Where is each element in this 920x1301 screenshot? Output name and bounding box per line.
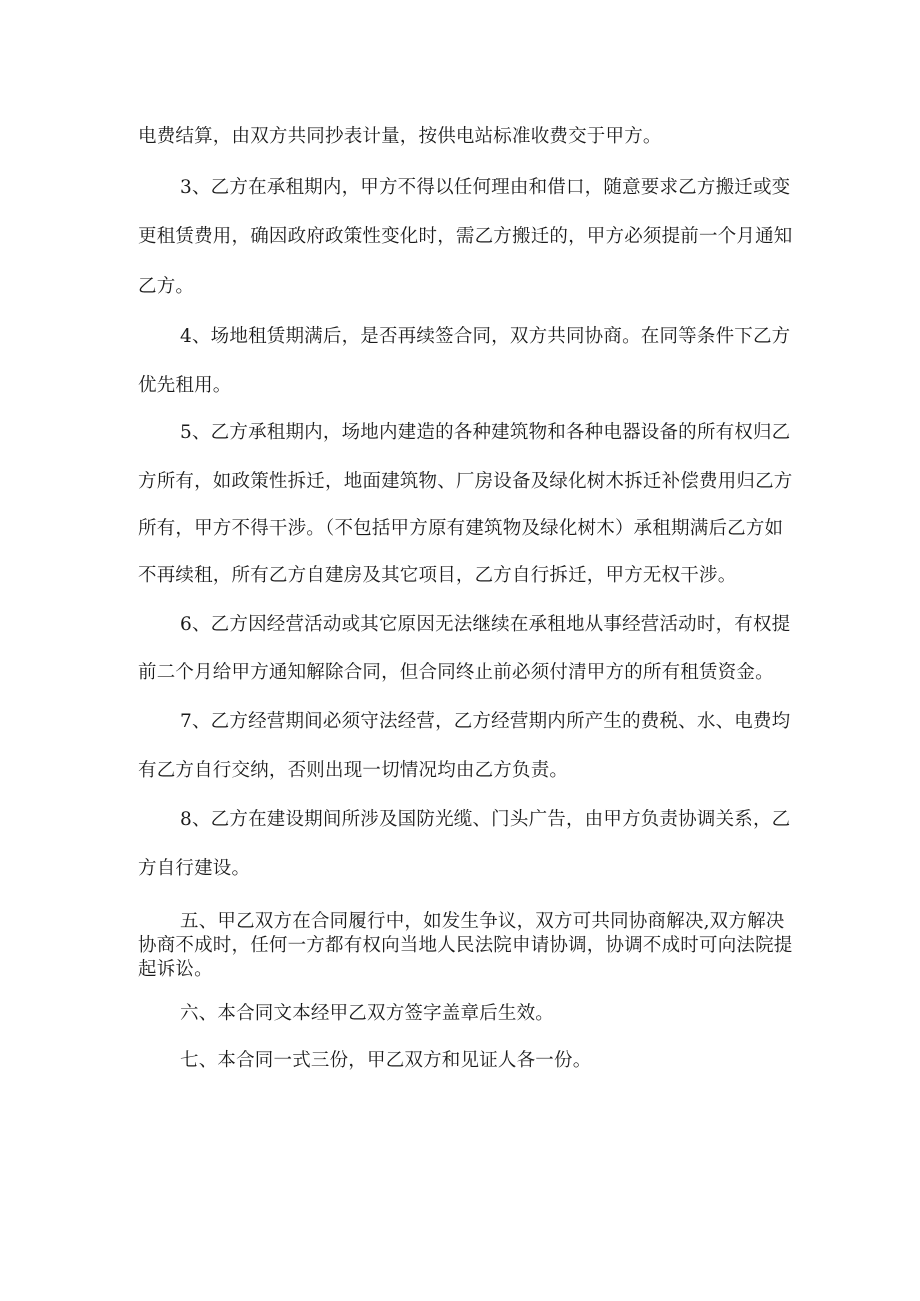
text-line: 5、乙方承租期内，场地内建造的各种建筑物和各种电器设备的所有权归乙 (180, 422, 791, 443)
text-line: 方自行建设。 (138, 858, 251, 879)
text-line: 有乙方自行交纳，否则出现一切情况均由乙方负责。 (138, 760, 569, 781)
text-line: 3、乙方在承租期内，甲方不得以任何理由和借口，随意要求乙方搬迁或变 (180, 177, 791, 198)
text-line: 6、乙方因经营活动或其它原因无法继续在承租地从事经营活动时，有权提 (180, 614, 791, 635)
text-line: 电费结算，由双方共同抄表计量，按供电站标准收费交于甲方。 (138, 126, 662, 147)
text-line: 不再续租，所有乙方自建房及其它项目，乙方自行拆迁，甲方无权干涉。 (138, 565, 737, 586)
text-line: 七、本合同一式三份，甲乙双方和见证人各一份。 (180, 1050, 592, 1071)
text-line: 起诉讼。 (138, 959, 213, 980)
text-line: 更租赁费用，确因政府政策性变化时，需乙方搬迁的，甲方必须提前一个月通知 (138, 226, 793, 247)
text-line: 优先租用。 (138, 375, 232, 396)
text-line: 前二个月给甲方通知解除合同，但合同终止前必须付清甲方的所有租赁资金。 (138, 662, 774, 683)
text-line: 7、乙方经营期间必须守法经营，乙方经营期内所产生的费税、水、电费均 (180, 711, 791, 732)
text-line: 协商不成时，任何一方都有权向当地人民法院申请协调，协调不成时可向法院提 (138, 935, 793, 956)
text-line: 乙方。 (138, 276, 195, 297)
text-line: 方所有，如政策性拆迁，地面建筑物、厂房设备及绿化树木拆迁补偿费用归乙方 (138, 471, 793, 492)
text-line: 六、本合同文本经甲乙双方签字盖章后生效。 (180, 1003, 555, 1024)
text-line: 所有，甲方不得干涉。（不包括甲方原有建筑物及绿化树木）承租期满后乙方如 (138, 518, 784, 539)
text-line: 五、甲乙双方在合同履行中，如发生争议，双方可共同协商解决,双方解决 (180, 911, 785, 932)
text-line: 4、场地租赁期满后，是否再续签合同，双方共同协商。在同等条件下乙方 (180, 326, 791, 347)
text-line: 8、乙方在建设期间所涉及国防光缆、门头广告，由甲方负责协调关系，乙 (180, 809, 791, 830)
